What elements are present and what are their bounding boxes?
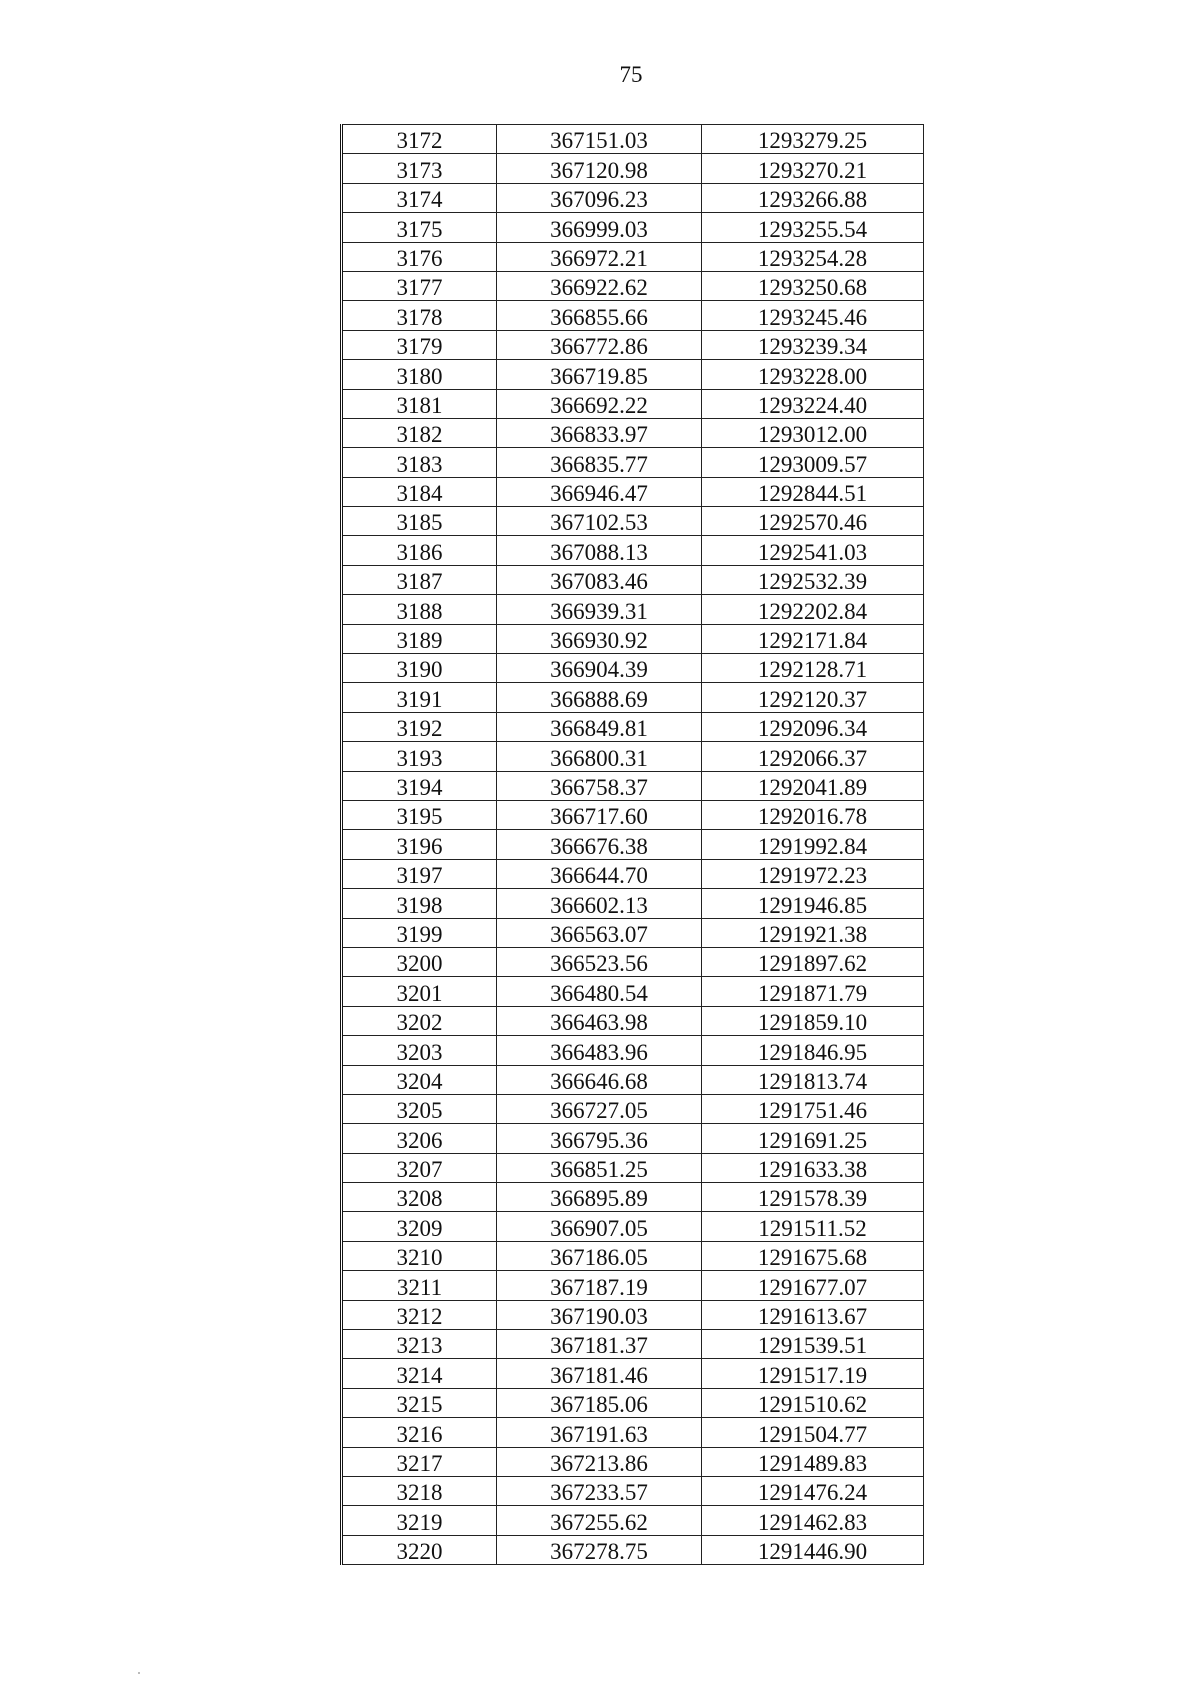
x-coordinate-cell: 366999.03: [497, 213, 702, 242]
x-coordinate-cell: 366972.21: [497, 242, 702, 271]
table-row: [342, 1330, 924, 1359]
point-number-cell: 3215: [342, 1388, 497, 1417]
point-number-cell: 3190: [342, 654, 497, 683]
x-coordinate-cell: 366849.81: [497, 712, 702, 741]
y-coordinate-cell: 1291511.52: [702, 1212, 924, 1241]
point-number-cell: 3212: [342, 1300, 497, 1329]
table-row: [342, 771, 924, 800]
table-row: [342, 477, 924, 506]
point-number-cell: 3185: [342, 507, 497, 536]
table-row: [342, 1036, 924, 1065]
point-number-cell: 3195: [342, 800, 497, 829]
table-row: [342, 595, 924, 624]
y-coordinate-cell: 1293012.00: [702, 418, 924, 447]
x-coordinate-cell: 367186.05: [497, 1241, 702, 1270]
x-coordinate-cell: 366922.62: [497, 271, 702, 300]
point-number-cell: 3205: [342, 1094, 497, 1123]
y-coordinate-cell: 1293224.40: [702, 389, 924, 418]
y-coordinate-cell: 1291691.25: [702, 1124, 924, 1153]
x-coordinate-cell: 366692.22: [497, 389, 702, 418]
table-row: [342, 1094, 924, 1123]
point-number-cell: 3174: [342, 183, 497, 212]
y-coordinate-cell: 1291539.51: [702, 1330, 924, 1359]
y-coordinate-cell: 1291972.23: [702, 859, 924, 888]
x-coordinate-cell: 366835.77: [497, 448, 702, 477]
y-coordinate-cell: 1292844.51: [702, 477, 924, 506]
y-coordinate-cell: 1291946.85: [702, 889, 924, 918]
table-row: [342, 418, 924, 447]
y-coordinate-cell: 1291504.77: [702, 1418, 924, 1447]
table-row: [342, 536, 924, 565]
x-coordinate-cell: 366833.97: [497, 418, 702, 447]
coordinates-table-body: [342, 125, 924, 1565]
x-coordinate-cell: 366717.60: [497, 800, 702, 829]
x-coordinate-cell: 367213.86: [497, 1447, 702, 1476]
y-coordinate-cell: 1292096.34: [702, 712, 924, 741]
y-coordinate-cell: 1291871.79: [702, 977, 924, 1006]
y-coordinate-cell: 1292120.37: [702, 683, 924, 712]
x-coordinate-cell: 366895.89: [497, 1183, 702, 1212]
y-coordinate-cell: 1291613.67: [702, 1300, 924, 1329]
point-number-cell: 3204: [342, 1065, 497, 1094]
x-coordinate-cell: 367187.19: [497, 1271, 702, 1300]
y-coordinate-cell: 1293228.00: [702, 360, 924, 389]
x-coordinate-cell: 367181.46: [497, 1359, 702, 1388]
x-coordinate-cell: 366930.92: [497, 624, 702, 653]
x-coordinate-cell: 366646.68: [497, 1065, 702, 1094]
table-row: [342, 859, 924, 888]
y-coordinate-cell: 1291897.62: [702, 947, 924, 976]
x-coordinate-cell: 367083.46: [497, 565, 702, 594]
table-row: [342, 683, 924, 712]
table-row: [342, 1153, 924, 1182]
y-coordinate-cell: 1292066.37: [702, 742, 924, 771]
point-number-cell: 3203: [342, 1036, 497, 1065]
table-row: [342, 1506, 924, 1535]
scan-speck: [138, 1672, 140, 1674]
y-coordinate-cell: 1293245.46: [702, 301, 924, 330]
point-number-cell: 3209: [342, 1212, 497, 1241]
table-row: [342, 301, 924, 330]
point-number-cell: 3172: [342, 125, 497, 154]
point-number-cell: 3202: [342, 1006, 497, 1035]
table-row: [342, 183, 924, 212]
x-coordinate-cell: 366772.86: [497, 330, 702, 359]
table-row: [342, 947, 924, 976]
table-row: [342, 213, 924, 242]
point-number-cell: 3178: [342, 301, 497, 330]
table-row: [342, 1535, 924, 1564]
x-coordinate-cell: 366907.05: [497, 1212, 702, 1241]
point-number-cell: 3173: [342, 154, 497, 183]
x-coordinate-cell: 366602.13: [497, 889, 702, 918]
point-number-cell: 3176: [342, 242, 497, 271]
table-row: [342, 712, 924, 741]
x-coordinate-cell: 367190.03: [497, 1300, 702, 1329]
y-coordinate-cell: 1293279.25: [702, 125, 924, 154]
point-number-cell: 3206: [342, 1124, 497, 1153]
table-row: [342, 1300, 924, 1329]
y-coordinate-cell: 1292541.03: [702, 536, 924, 565]
x-coordinate-cell: 366563.07: [497, 918, 702, 947]
table-row: [342, 154, 924, 183]
table-row: [342, 889, 924, 918]
x-coordinate-cell: 367102.53: [497, 507, 702, 536]
y-coordinate-cell: 1293239.34: [702, 330, 924, 359]
table-row: [342, 742, 924, 771]
y-coordinate-cell: 1291446.90: [702, 1535, 924, 1564]
point-number-cell: 3219: [342, 1506, 497, 1535]
x-coordinate-cell: 367088.13: [497, 536, 702, 565]
table-row: [342, 1447, 924, 1476]
table-row: [342, 800, 924, 829]
table-row: [342, 977, 924, 1006]
point-number-cell: 3200: [342, 947, 497, 976]
point-number-cell: 3183: [342, 448, 497, 477]
y-coordinate-cell: 1292570.46: [702, 507, 924, 536]
x-coordinate-cell: 367233.57: [497, 1476, 702, 1505]
table-row: [342, 242, 924, 271]
table-row: [342, 1476, 924, 1505]
table-row: [342, 1006, 924, 1035]
point-number-cell: 3194: [342, 771, 497, 800]
point-number-cell: 3188: [342, 595, 497, 624]
x-coordinate-cell: 366939.31: [497, 595, 702, 624]
table-row: [342, 360, 924, 389]
y-coordinate-cell: 1291846.95: [702, 1036, 924, 1065]
point-number-cell: 3180: [342, 360, 497, 389]
y-coordinate-cell: 1293270.21: [702, 154, 924, 183]
y-coordinate-cell: 1293254.28: [702, 242, 924, 271]
x-coordinate-cell: 366719.85: [497, 360, 702, 389]
y-coordinate-cell: 1291921.38: [702, 918, 924, 947]
x-coordinate-cell: 366904.39: [497, 654, 702, 683]
table-row: [342, 125, 924, 154]
y-coordinate-cell: 1292041.89: [702, 771, 924, 800]
point-number-cell: 3182: [342, 418, 497, 447]
x-coordinate-cell: 367120.98: [497, 154, 702, 183]
page-number: 75: [619, 62, 643, 87]
y-coordinate-cell: 1291633.38: [702, 1153, 924, 1182]
y-coordinate-cell: 1292128.71: [702, 654, 924, 683]
y-coordinate-cell: 1291751.46: [702, 1094, 924, 1123]
table-row: [342, 1418, 924, 1447]
x-coordinate-cell: 366727.05: [497, 1094, 702, 1123]
x-coordinate-cell: 367181.37: [497, 1330, 702, 1359]
x-coordinate-cell: 367151.03: [497, 125, 702, 154]
point-number-cell: 3191: [342, 683, 497, 712]
y-coordinate-cell: 1291992.84: [702, 830, 924, 859]
table-row: [342, 1241, 924, 1270]
point-number-cell: 3213: [342, 1330, 497, 1359]
table-row: [342, 1065, 924, 1094]
x-coordinate-cell: 366851.25: [497, 1153, 702, 1182]
y-coordinate-cell: 1293266.88: [702, 183, 924, 212]
x-coordinate-cell: 366855.66: [497, 301, 702, 330]
point-number-cell: 3220: [342, 1535, 497, 1564]
y-coordinate-cell: 1292202.84: [702, 595, 924, 624]
point-number-cell: 3216: [342, 1418, 497, 1447]
x-coordinate-cell: 366676.38: [497, 830, 702, 859]
table-row: [342, 565, 924, 594]
x-coordinate-cell: 367185.06: [497, 1388, 702, 1417]
y-coordinate-cell: 1292532.39: [702, 565, 924, 594]
y-coordinate-cell: 1291510.62: [702, 1388, 924, 1417]
table-row: [342, 1271, 924, 1300]
table-row: [342, 389, 924, 418]
x-coordinate-cell: 366480.54: [497, 977, 702, 1006]
point-number-cell: 3179: [342, 330, 497, 359]
y-coordinate-cell: 1292171.84: [702, 624, 924, 653]
point-number-cell: 3214: [342, 1359, 497, 1388]
point-number-cell: 3175: [342, 213, 497, 242]
point-number-cell: 3207: [342, 1153, 497, 1182]
x-coordinate-cell: 366523.56: [497, 947, 702, 976]
x-coordinate-cell: 366758.37: [497, 771, 702, 800]
point-number-cell: 3210: [342, 1241, 497, 1270]
x-coordinate-cell: 366946.47: [497, 477, 702, 506]
point-number-cell: 3186: [342, 536, 497, 565]
y-coordinate-cell: 1291462.83: [702, 1506, 924, 1535]
table-row: [342, 654, 924, 683]
table-row: [342, 448, 924, 477]
y-coordinate-cell: 1291517.19: [702, 1359, 924, 1388]
point-number-cell: 3192: [342, 712, 497, 741]
point-number-cell: 3199: [342, 918, 497, 947]
y-coordinate-cell: 1291489.83: [702, 1447, 924, 1476]
point-number-cell: 3196: [342, 830, 497, 859]
point-number-cell: 3177: [342, 271, 497, 300]
y-coordinate-cell: 1293255.54: [702, 213, 924, 242]
table-row: [342, 507, 924, 536]
table-row: [342, 918, 924, 947]
y-coordinate-cell: 1291578.39: [702, 1183, 924, 1212]
x-coordinate-cell: 366483.96: [497, 1036, 702, 1065]
table-row: [342, 330, 924, 359]
coordinates-table: [340, 124, 924, 1565]
table-row: [342, 624, 924, 653]
table-row: [342, 1388, 924, 1417]
y-coordinate-cell: 1293009.57: [702, 448, 924, 477]
point-number-cell: 3189: [342, 624, 497, 653]
table-row: [342, 1212, 924, 1241]
y-coordinate-cell: 1293250.68: [702, 271, 924, 300]
point-number-cell: 3187: [342, 565, 497, 594]
table-row: [342, 1124, 924, 1153]
y-coordinate-cell: 1291677.07: [702, 1271, 924, 1300]
x-coordinate-cell: 366463.98: [497, 1006, 702, 1035]
point-number-cell: 3201: [342, 977, 497, 1006]
y-coordinate-cell: 1291476.24: [702, 1476, 924, 1505]
x-coordinate-cell: 366800.31: [497, 742, 702, 771]
x-coordinate-cell: 367191.63: [497, 1418, 702, 1447]
x-coordinate-cell: 366644.70: [497, 859, 702, 888]
point-number-cell: 3184: [342, 477, 497, 506]
y-coordinate-cell: 1291859.10: [702, 1006, 924, 1035]
x-coordinate-cell: 366795.36: [497, 1124, 702, 1153]
x-coordinate-cell: 367255.62: [497, 1506, 702, 1535]
x-coordinate-cell: 367278.75: [497, 1535, 702, 1564]
table-row: [342, 1359, 924, 1388]
point-number-cell: 3197: [342, 859, 497, 888]
table-row: [342, 830, 924, 859]
point-number-cell: 3218: [342, 1476, 497, 1505]
point-number-cell: 3217: [342, 1447, 497, 1476]
point-number-cell: 3193: [342, 742, 497, 771]
x-coordinate-cell: 367096.23: [497, 183, 702, 212]
point-number-cell: 3208: [342, 1183, 497, 1212]
point-number-cell: 3181: [342, 389, 497, 418]
point-number-cell: 3211: [342, 1271, 497, 1300]
table-row: [342, 1183, 924, 1212]
point-number-cell: 3198: [342, 889, 497, 918]
table-row: [342, 271, 924, 300]
y-coordinate-cell: 1291675.68: [702, 1241, 924, 1270]
y-coordinate-cell: 1292016.78: [702, 800, 924, 829]
y-coordinate-cell: 1291813.74: [702, 1065, 924, 1094]
x-coordinate-cell: 366888.69: [497, 683, 702, 712]
